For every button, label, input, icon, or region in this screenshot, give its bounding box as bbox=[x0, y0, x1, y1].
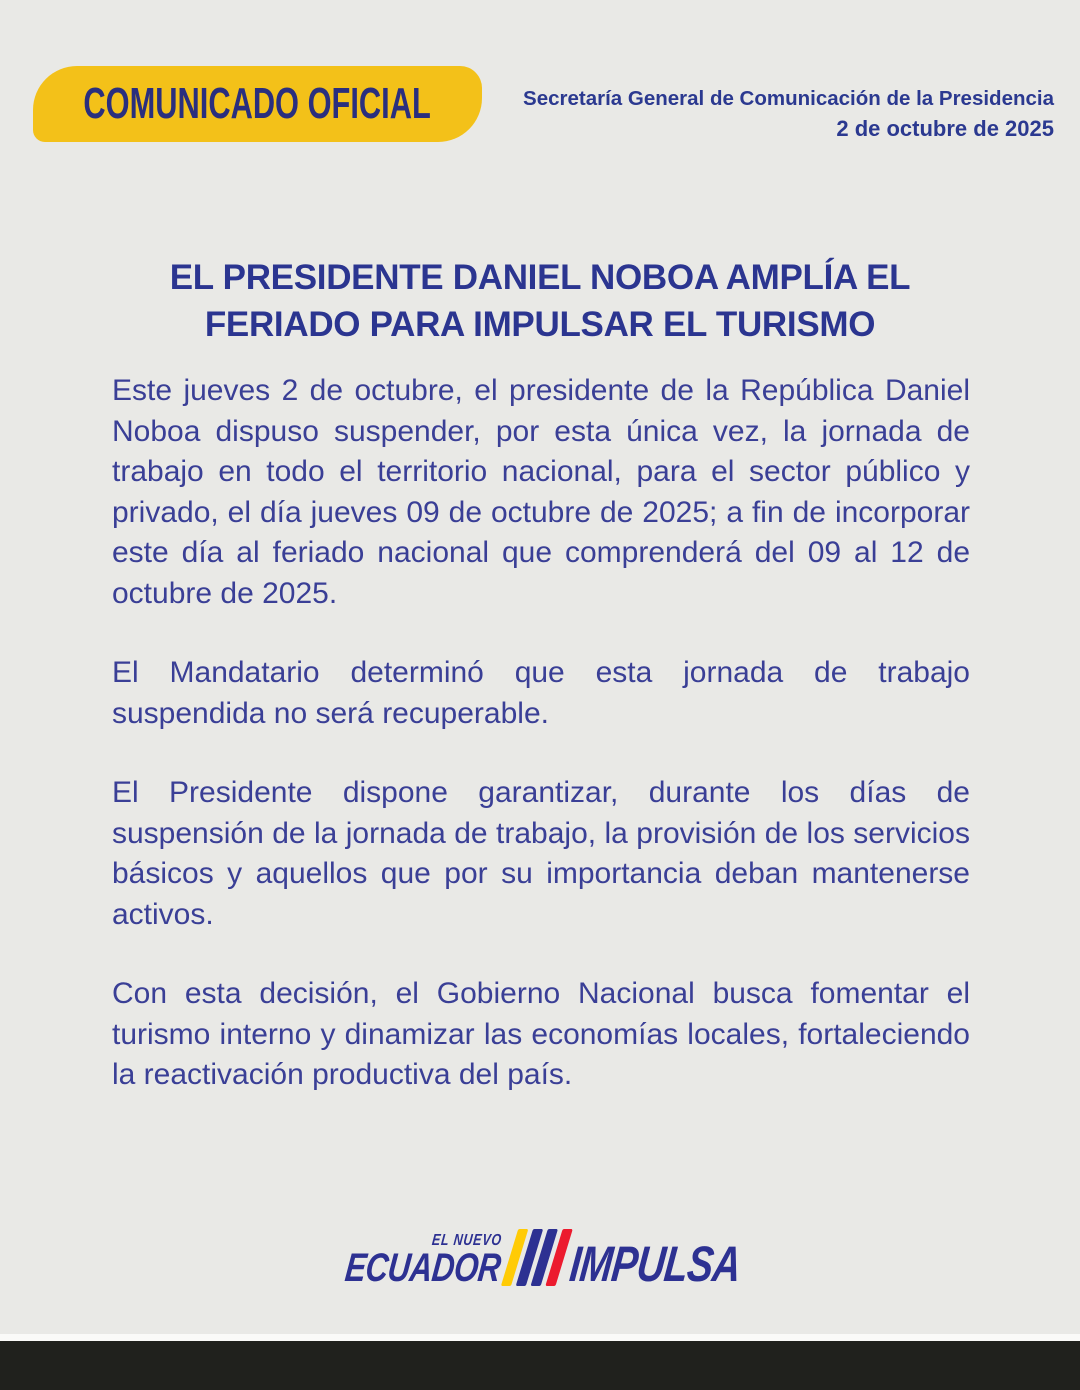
banner-label: COMUNICADO OFICIAL bbox=[83, 79, 432, 128]
bottom-dark-strip bbox=[0, 1341, 1080, 1390]
body-text bbox=[112, 371, 970, 1135]
title-line-2: FERIADO PARA IMPULSAR EL TURISMO bbox=[204, 305, 876, 345]
header-date-line: 2 de octubre de 2025 bbox=[836, 116, 1054, 141]
bottom-white-strip bbox=[0, 1334, 1080, 1341]
logo-tagline-el-nuevo: EL NUEVO bbox=[431, 1232, 503, 1249]
header-meta bbox=[523, 84, 1054, 144]
comunicado-oficial-banner bbox=[33, 66, 482, 142]
logo-word-ecuador: ECUADOR bbox=[343, 1246, 503, 1290]
paragraph-2: El Mandatario determinó que esta jornada de trabajo suspendida no será recuperable. bbox=[112, 656, 970, 730]
paragraph-4: Con esta decisión, el Gobierno Nacional busca fomentar el turismo interno y dinamizar las economías locales, fortaleciendo la reactivación productiva del país. bbox=[112, 977, 970, 1091]
flag-slashes-icon bbox=[506, 1229, 567, 1286]
header-org-line: Secretaría General de Comunicación de la Presidencia bbox=[523, 87, 1054, 110]
footer-logo-row bbox=[0, 1224, 1080, 1293]
logo-ecuador-block bbox=[343, 1232, 503, 1291]
paragraph-1: Este jueves 2 de octubre, el presidente de la República Daniel Noboa dispuso suspender, por esta única vez, la jornada de trabajo en todo el territorio nacional, para el sector público y privado, el día jueves 09 de octubre de 2025; a fin de incorporar este día al feriado nacional que comprenderá del 09 al 12 de octubre de 2025. bbox=[112, 374, 970, 610]
page-title bbox=[0, 254, 1080, 348]
logo-word-impulsa: IMPULSA bbox=[567, 1236, 744, 1292]
el-nuevo-ecuador-impulsa-logo bbox=[343, 1224, 745, 1293]
paragraph-3: El Presidente dispone garantizar, durante los días de suspensión de la jornada de trabajo, la provisión de los servicios básicos y aquellos que por su importancia deban mantenerse activos. bbox=[112, 776, 970, 931]
title-line-1: EL PRESIDENTE DANIEL NOBOA AMPLÍA EL bbox=[169, 258, 911, 298]
